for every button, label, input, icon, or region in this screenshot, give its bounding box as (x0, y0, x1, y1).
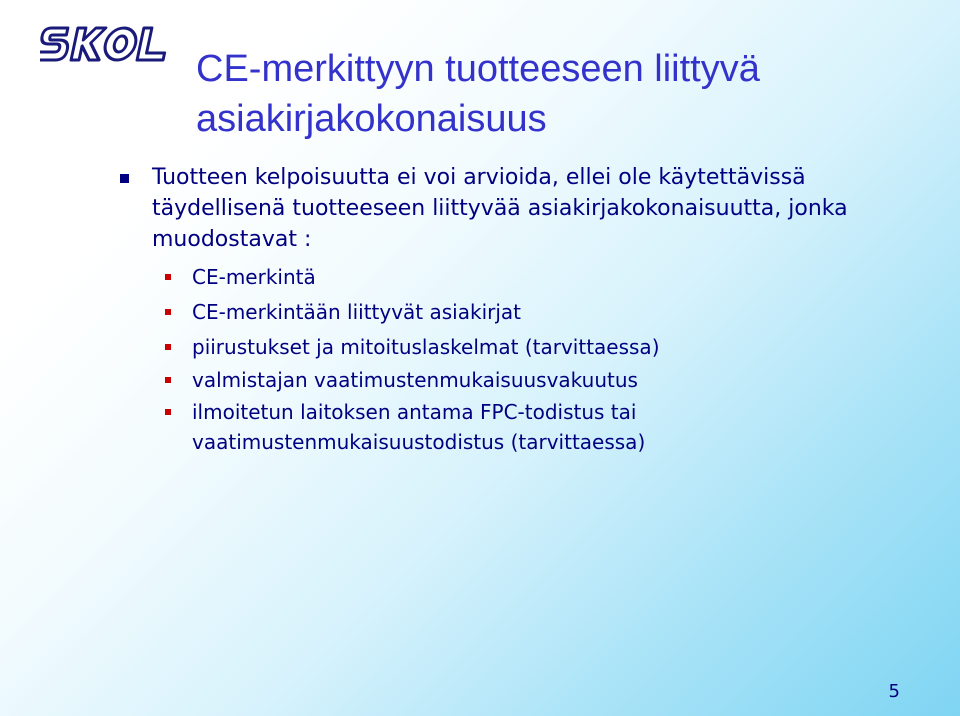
square-bullet-icon (165, 309, 171, 315)
page-number: 5 (888, 681, 900, 702)
main-bullet-text: Tuotteen kelpoisuutta ei voi arvioida, ellei ole käytettävissä täydellisenä tuotteeseen liittyvää asiakirjakokonaisuutta, jonka muodostavat : (152, 165, 848, 252)
square-bullet-icon (165, 274, 171, 280)
sub-bullet-text: CE-merkintään liittyvät asiakirjat (192, 300, 522, 324)
square-bullet-icon (165, 377, 171, 383)
sub-bullet-text: ilmoitetun laitoksen antama FPC-todistus tai vaatimustenmukaisuustodistus (tarvittaessa) (192, 400, 646, 454)
sub-bullet-text: piirustukset ja mitoituslaskelmat (tarvittaessa) (192, 335, 660, 359)
square-bullet-icon (165, 409, 171, 415)
square-bullet-icon (165, 344, 171, 350)
sub-bullet-text: CE-merkintä (192, 265, 316, 289)
slide-title: CE-merkittyyn tuotteeseen liittyvä asiakirjakokonaisuus (196, 48, 760, 140)
square-bullet-icon (120, 174, 129, 183)
sub-bullet-text: valmistajan vaatimustenmukaisuusvakuutus (192, 368, 638, 392)
